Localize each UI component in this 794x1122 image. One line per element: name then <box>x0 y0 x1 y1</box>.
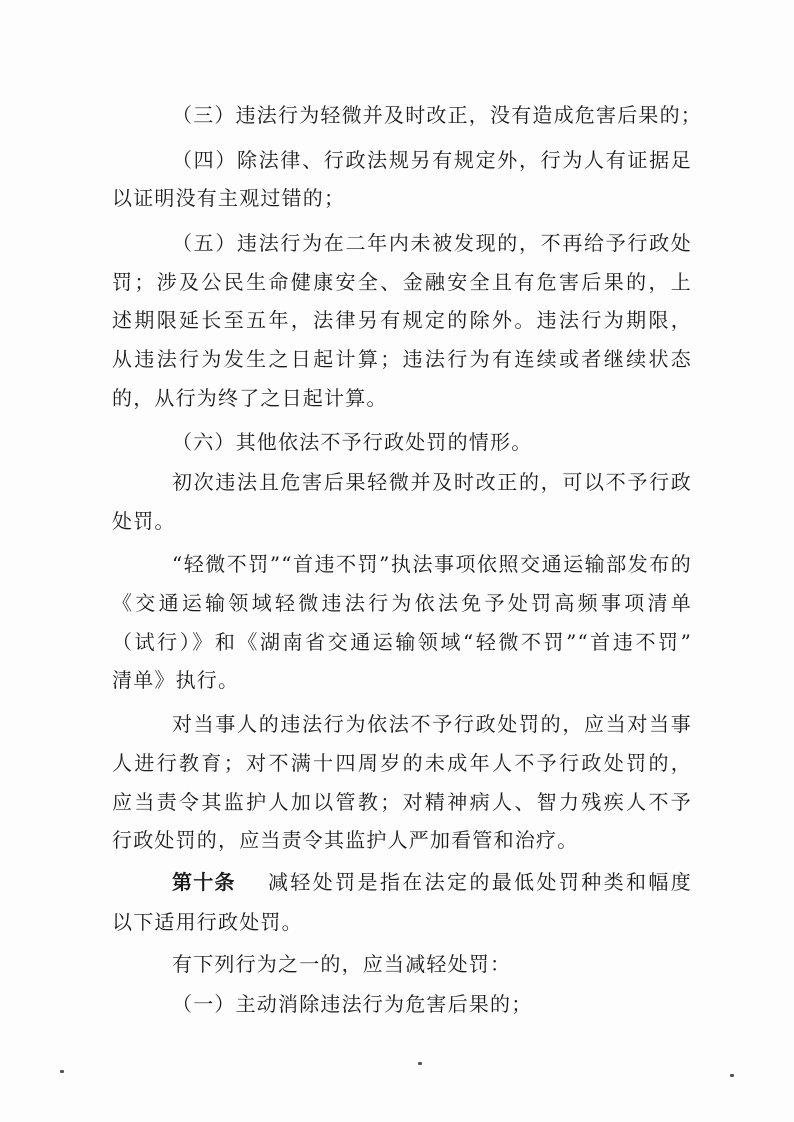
paragraph-line: 行政处罚的，应当责令其监护人严加看管和治疗。 <box>112 828 579 852</box>
paragraph-line: （六）其他依法不予行政处罚的情形。 <box>172 430 533 454</box>
paragraph-line: 人进行教育；对不满十四周岁的未成年人不予行政处罚的， <box>112 751 692 775</box>
scan-speck <box>418 1062 422 1065</box>
paragraph-line: （试行）》和《湖南省交通运输领域“轻微不罚”“首违不罚” <box>112 630 692 654</box>
paragraph-line: 应当责令其监护人加以管教；对精神病人、智力残疾人不予 <box>112 790 692 814</box>
paragraph-line: 减轻处罚是指在法定的最低处罚种类和幅度 <box>268 870 692 894</box>
paragraph-line: 对当事人的违法行为依法不予行政处罚的，应当对当事 <box>172 712 692 736</box>
paragraph-line: （三）违法行为轻微并及时改正，没有造成危害后果的； <box>172 103 702 127</box>
paragraph-line: 处罚。 <box>112 509 176 533</box>
paragraph-line: 罚；涉及公民生命健康安全、金融安全且有危害后果的，上 <box>112 270 692 294</box>
paragraph-line: 清单》执行。 <box>112 668 240 692</box>
paragraph-line: 述期限延长至五年，法律另有规定的除外。违法行为期限， <box>112 308 692 332</box>
paragraph-line: 以证明没有主观过错的； <box>112 186 346 210</box>
paragraph-line: 的，从行为终了之日起计算。 <box>112 386 388 410</box>
paragraph-line: （五）违法行为在二年内未被发现的，不再给予行政处 <box>172 231 692 255</box>
paragraph-line: （一）主动消除违法行为危害后果的； <box>172 992 533 1016</box>
paragraph-line: 有下列行为之一的，应当减轻处罚： <box>172 952 512 976</box>
paragraph-line: 初次违法且危害后果轻微并及时改正的，可以不予行政 <box>172 470 692 494</box>
scan-speck <box>60 1070 64 1073</box>
paragraph-line: 《交通运输领域轻微违法行为依法免予处罚高频事项清单 <box>112 591 692 615</box>
scan-speck <box>730 1074 734 1077</box>
article-heading: 第十条 <box>172 870 236 894</box>
paragraph-line: “轻微不罚”“首违不罚”执法事项依照交通运输部发布的 <box>172 552 692 576</box>
paragraph-line: 从违法行为发生之日起计算；违法行为有连续或者继续状态 <box>112 347 692 371</box>
paragraph-line: （四）除法律、行政法规另有规定外，行为人有证据足 <box>172 148 692 172</box>
paragraph-line: 以下适用行政处罚。 <box>112 910 303 934</box>
